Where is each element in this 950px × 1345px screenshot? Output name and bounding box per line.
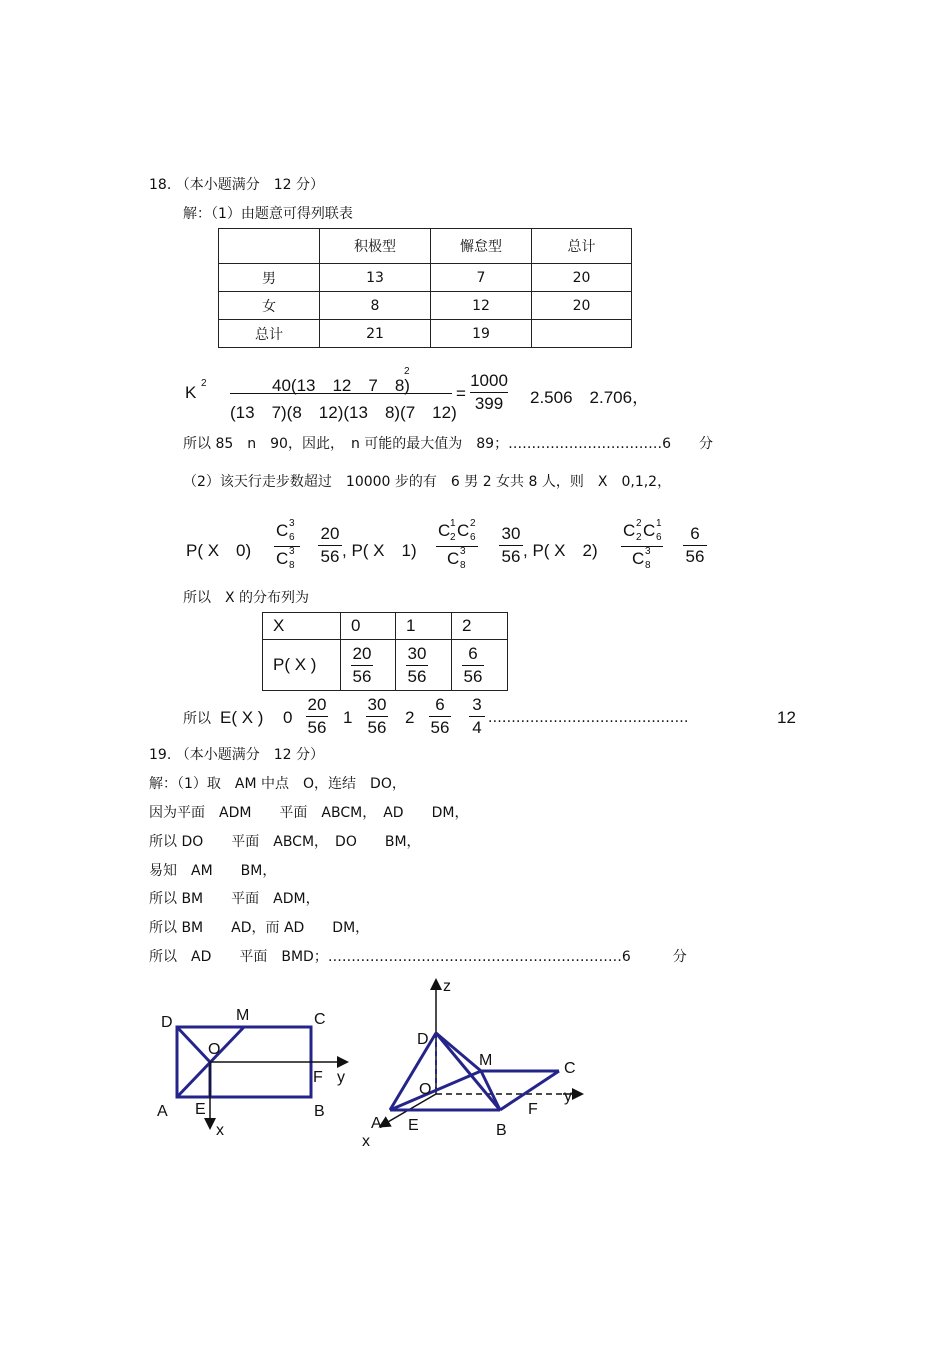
fraction-bar <box>230 393 452 394</box>
ex-fraction: 20 56 <box>307 695 327 737</box>
q19-line: 易知 AM BM， <box>149 863 277 879</box>
k2-numerator: 40(13 12 7 8) <box>272 376 410 395</box>
coef-0: 0 <box>283 708 293 727</box>
p0-comb-num: C <box>276 521 289 540</box>
table-cell: 2 <box>452 613 508 640</box>
p2-value: 6 56 <box>683 523 707 568</box>
label-e: E <box>195 1101 206 1118</box>
table-cell <box>396 640 452 691</box>
p2-comb-num-a: C <box>623 521 636 540</box>
p2-comb-den: C <box>632 549 645 568</box>
fraction-bar <box>274 546 300 547</box>
label-e: E <box>408 1117 419 1134</box>
label-c: C <box>564 1060 576 1077</box>
q19-heading: 19. （本小题满分 12 分） <box>149 747 324 763</box>
table-header-row <box>219 229 632 264</box>
coef-1: 1 <box>343 708 353 727</box>
label-m: M <box>479 1052 493 1069</box>
fraction-bar <box>436 546 478 547</box>
k2-exponent: 2 <box>201 378 207 389</box>
label-x: x <box>362 1133 370 1150</box>
table-cell <box>219 229 320 264</box>
p0-comb-num-sub: 6 <box>289 532 295 543</box>
p2-comb-den-sub: 8 <box>645 560 651 571</box>
coef-2: 2 <box>405 708 415 727</box>
table-cell: 7 <box>431 264 532 292</box>
p1-comb-num-sup1: 1 <box>450 518 456 529</box>
ex-fraction: 6 56 <box>430 695 450 737</box>
table-cell: 21 <box>320 320 431 348</box>
expectation-prefix: 所以 <box>183 711 211 727</box>
prob-numerator: 6 <box>468 643 478 663</box>
table-cell: 20 <box>532 292 632 320</box>
p0-comb-den-sup: 3 <box>289 546 295 557</box>
label-d: D <box>417 1031 429 1048</box>
p1-comb-den-sup: 3 <box>460 546 466 557</box>
k2-numerator-exponent: 2 <box>404 366 410 377</box>
table-cell <box>341 640 396 691</box>
segment-do <box>177 1027 210 1062</box>
p2-comb-num-sup2: 1 <box>656 518 662 529</box>
label-m: M <box>236 1007 250 1024</box>
p0-label: P( X 0) <box>186 541 252 560</box>
table-cell: P( X ) <box>263 640 341 691</box>
table-cell: 男 <box>219 264 320 292</box>
table-cell: 女 <box>219 292 320 320</box>
q18-heading: 18. （本小题满分 12 分） <box>149 177 324 193</box>
p1-comb-num-sup2: 2 <box>470 518 476 529</box>
prob-denominator: 56 <box>463 666 483 686</box>
table-row <box>219 264 632 292</box>
p1-label: , P( X 1) <box>342 541 417 560</box>
label-y: y <box>564 1088 572 1105</box>
ex-fraction: 30 56 <box>367 695 387 737</box>
p1-comb-num-b: C <box>457 521 470 540</box>
contingency-table <box>218 228 632 348</box>
prob-numerator: 20 <box>352 643 372 663</box>
q18-part2-intro: （2）该天行走步数超过 10000 步的有 6 男 2 女共 8 人，则 X 0,1,2， <box>183 474 672 490</box>
table-cell <box>532 320 632 348</box>
p1-value: 30 56 <box>499 523 523 568</box>
table-row <box>219 320 632 348</box>
label-z: z <box>443 978 451 995</box>
p2-comb-num-sub1: 2 <box>636 532 642 543</box>
k2-value-fraction: 1000 399 <box>470 371 508 413</box>
q19-line: 所以 AD 平面 BMD；………………………………………………………6 分 <box>149 949 687 965</box>
edge-dm <box>436 1033 481 1071</box>
p1-comb-num-sub2: 6 <box>470 532 476 543</box>
p2-comb-num-b: C <box>643 521 656 540</box>
p0-comb-den: C <box>276 549 289 568</box>
q19-line: 所以 BM 平面 ADM， <box>149 891 320 907</box>
q19-line: 解：（1）取 AM 中点 O，连结 DO， <box>149 776 406 792</box>
p2-label: , P( X 2) <box>523 541 598 560</box>
figure-pyramid <box>355 975 595 1155</box>
ex-result-fraction: 3 4 <box>469 694 485 739</box>
prob-denominator: 56 <box>352 666 372 686</box>
p2-comb-num-sub2: 6 <box>656 532 662 543</box>
table-cell <box>452 640 508 691</box>
q18-part1-intro: 解：（1）由题意可得列联表 <box>183 206 353 222</box>
label-f: F <box>528 1101 538 1118</box>
q19-line: 所以 DO 平面 ABCM， DO BM， <box>149 834 421 850</box>
table-cell: 总计 <box>532 229 632 264</box>
label-a: A <box>157 1103 168 1120</box>
p1-comb-num-sub1: 2 <box>450 532 456 543</box>
label-c: C <box>314 1011 326 1028</box>
table-cell: 12 <box>431 292 532 320</box>
prob-numerator: 30 <box>407 643 427 663</box>
table-cell: 19 <box>431 320 532 348</box>
p0-value: 20 56 <box>318 523 342 568</box>
k2-denominator: (13 7)(8 12)(13 8)(7 12) <box>230 403 457 422</box>
table-cell: 20 <box>532 264 632 292</box>
label-f: F <box>313 1069 323 1086</box>
n-max-line: 所以 85 n 90，因此， n 可能的最大值为 89；……………………………6 分 <box>183 436 713 452</box>
q19-line: 所以 BM AD，而 AD DM， <box>149 920 370 936</box>
score-label: 12 <box>777 708 796 727</box>
label-b: B <box>496 1122 507 1139</box>
fraction-bar <box>621 546 663 547</box>
table-cell: 懈怠型 <box>431 229 532 264</box>
equals-sign: = <box>456 384 466 403</box>
p0-comb-den-sub: 8 <box>289 560 295 571</box>
p1-comb-num-a: C <box>438 521 451 540</box>
label-o: O <box>419 1081 432 1098</box>
p2-comb-den-sup: 3 <box>645 546 651 557</box>
table-cell: 8 <box>320 292 431 320</box>
label-d: D <box>161 1014 173 1031</box>
leader-dots: .…………………………………… <box>488 710 689 726</box>
label-x: x <box>216 1122 224 1139</box>
k2-symbol: K <box>185 383 197 402</box>
label-a: A <box>371 1115 382 1132</box>
table-row <box>263 640 508 691</box>
p2-comb-num-sup1: 2 <box>636 518 642 529</box>
table-cell: 1 <box>396 613 452 640</box>
label-y: y <box>337 1069 345 1086</box>
prob-denominator: 56 <box>407 666 427 686</box>
table-row <box>263 613 508 640</box>
distribution-intro: 所以 X 的分布列为 <box>183 590 310 606</box>
p0-comb-num-sup: 3 <box>289 518 295 529</box>
figure-rectangle <box>150 1000 360 1140</box>
k2-comparison: 2.506 2.706， <box>530 388 650 407</box>
p1-comb-den: C <box>447 549 460 568</box>
table-cell: 总计 <box>219 320 320 348</box>
q19-line: 因为平面 ADM 平面 ABCM， AD DM， <box>149 805 469 821</box>
table-row <box>219 292 632 320</box>
label-o: O <box>208 1041 221 1058</box>
table-cell: 13 <box>320 264 431 292</box>
table-cell: 积极型 <box>320 229 431 264</box>
distribution-table <box>262 612 508 691</box>
table-cell: X <box>263 613 341 640</box>
label-b: B <box>314 1103 325 1120</box>
table-cell: 0 <box>341 613 396 640</box>
expectation-symbol: E( X ) <box>220 708 264 727</box>
p1-comb-den-sub: 8 <box>460 560 466 571</box>
